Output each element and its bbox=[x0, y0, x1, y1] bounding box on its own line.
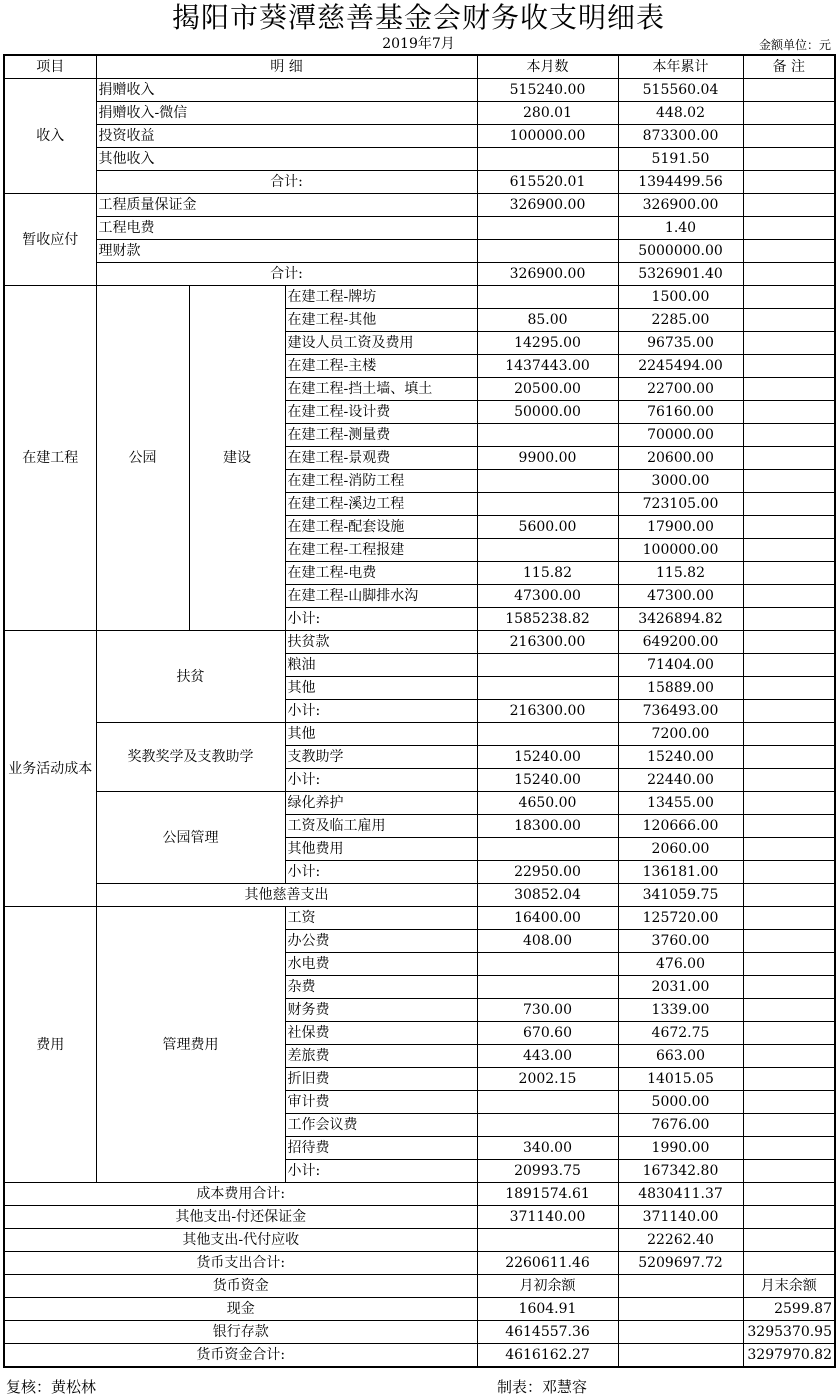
col-header-note: 备 注 bbox=[743, 55, 835, 79]
funds-begin-value: 4616162.27 bbox=[477, 1344, 618, 1368]
note-cell bbox=[743, 102, 835, 125]
note-cell bbox=[743, 815, 835, 838]
col-header-item: 项目 bbox=[4, 55, 96, 79]
month-value: 216300.00 bbox=[477, 700, 618, 723]
note-cell bbox=[743, 861, 835, 884]
month-value bbox=[477, 240, 618, 263]
col-header-detail: 明 细 bbox=[96, 55, 477, 79]
note-cell bbox=[743, 953, 835, 976]
year-value: 14015.05 bbox=[618, 1068, 743, 1091]
month-value: 371140.00 bbox=[477, 1206, 618, 1229]
note-cell bbox=[743, 171, 835, 194]
expense-label: 费用 bbox=[4, 907, 96, 1183]
note-cell bbox=[743, 1022, 835, 1045]
year-value: 22700.00 bbox=[618, 378, 743, 401]
detail-name: 扶贫款 bbox=[285, 631, 477, 654]
note-cell bbox=[743, 746, 835, 769]
construction-sub2: 建设 bbox=[189, 286, 285, 631]
month-value bbox=[477, 539, 618, 562]
funds-begin-header: 月初余额 bbox=[477, 1275, 618, 1298]
table-row bbox=[4, 240, 835, 263]
year-value: 515560.04 bbox=[618, 79, 743, 102]
detail-name: 在建工程-设计费 bbox=[285, 401, 477, 424]
year-value: 3000.00 bbox=[618, 470, 743, 493]
detail-name: 其他费用 bbox=[285, 838, 477, 861]
month-value: 15240.00 bbox=[477, 746, 618, 769]
month-value: 50000.00 bbox=[477, 401, 618, 424]
month-value bbox=[477, 1229, 618, 1252]
month-value: 4650.00 bbox=[477, 792, 618, 815]
month-value: 16400.00 bbox=[477, 907, 618, 930]
month-value: 18300.00 bbox=[477, 815, 618, 838]
note-cell bbox=[743, 493, 835, 516]
business-label: 业务活动成本 bbox=[4, 631, 96, 907]
note-cell bbox=[743, 1068, 835, 1091]
month-value: 408.00 bbox=[477, 930, 618, 953]
month-value bbox=[477, 493, 618, 516]
detail-name: 在建工程-主楼 bbox=[285, 355, 477, 378]
year-value: 5000000.00 bbox=[618, 240, 743, 263]
year-value: 5191.50 bbox=[618, 148, 743, 171]
year-value: 76160.00 bbox=[618, 401, 743, 424]
year-value: 7676.00 bbox=[618, 1114, 743, 1137]
note-cell bbox=[743, 700, 835, 723]
detail-name: 捐赠收入-微信 bbox=[96, 102, 477, 125]
detail-name: 其他 bbox=[285, 677, 477, 700]
year-value: 15889.00 bbox=[618, 677, 743, 700]
note-cell bbox=[743, 539, 835, 562]
year-value: 125720.00 bbox=[618, 907, 743, 930]
summary-label: 其他支出-代付应收 bbox=[4, 1229, 477, 1252]
year-value: 326900.00 bbox=[618, 194, 743, 217]
note-cell bbox=[743, 355, 835, 378]
year-value: 96735.00 bbox=[618, 332, 743, 355]
month-value: 340.00 bbox=[477, 1137, 618, 1160]
year-value: 873300.00 bbox=[618, 125, 743, 148]
note-cell bbox=[743, 263, 835, 286]
detail-name: 粮油 bbox=[285, 654, 477, 677]
detail-name: 工资 bbox=[285, 907, 477, 930]
detail-name: 在建工程-景观费 bbox=[285, 447, 477, 470]
table-row bbox=[4, 1206, 835, 1229]
note-cell bbox=[743, 769, 835, 792]
month-value: 15240.00 bbox=[477, 769, 618, 792]
note-cell bbox=[743, 562, 835, 585]
year-value: 1394499.56 bbox=[618, 171, 743, 194]
construction-sub1: 公园 bbox=[96, 286, 189, 631]
year-value: 3760.00 bbox=[618, 930, 743, 953]
table-row bbox=[4, 55, 835, 79]
month-value: 2260611.46 bbox=[477, 1252, 618, 1275]
construction-label: 在建工程 bbox=[4, 286, 96, 631]
note-cell bbox=[743, 585, 835, 608]
month-value bbox=[477, 424, 618, 447]
month-value bbox=[477, 1091, 618, 1114]
detail-name: 小计: bbox=[285, 861, 477, 884]
note-cell bbox=[743, 309, 835, 332]
detail-name: 在建工程-山脚排水沟 bbox=[285, 585, 477, 608]
detail-name: 工资及临工雇用 bbox=[285, 815, 477, 838]
funds-begin-value: 1604.91 bbox=[477, 1298, 618, 1321]
note-cell bbox=[743, 286, 835, 309]
detail-name: 工程质量保证金 bbox=[96, 194, 477, 217]
year-value: 1500.00 bbox=[618, 286, 743, 309]
table-row bbox=[4, 1298, 835, 1321]
detail-name: 小计: bbox=[285, 700, 477, 723]
detail-name: 绿化养护 bbox=[285, 792, 477, 815]
year-value: 167342.80 bbox=[618, 1160, 743, 1183]
detail-name: 在建工程-消防工程 bbox=[285, 470, 477, 493]
note-cell bbox=[743, 1160, 835, 1183]
year-value: 120666.00 bbox=[618, 815, 743, 838]
funds-end-value: 3297970.82 bbox=[743, 1344, 835, 1368]
table-row bbox=[4, 171, 835, 194]
detail-name: 捐赠收入 bbox=[96, 79, 477, 102]
month-value: 100000.00 bbox=[477, 125, 618, 148]
year-value: 22262.40 bbox=[618, 1229, 743, 1252]
month-value bbox=[477, 838, 618, 861]
summary-label: 其他支出-付还保证金 bbox=[4, 1206, 477, 1229]
note-cell bbox=[743, 1206, 835, 1229]
note-cell bbox=[743, 884, 835, 907]
month-value bbox=[477, 286, 618, 309]
month-value: 20500.00 bbox=[477, 378, 618, 401]
detail-name: 小计: bbox=[285, 608, 477, 631]
month-value: 670.60 bbox=[477, 1022, 618, 1045]
month-value: 5600.00 bbox=[477, 516, 618, 539]
detail-name: 差旅费 bbox=[285, 1045, 477, 1068]
detail-name: 理财款 bbox=[96, 240, 477, 263]
table-row bbox=[4, 1252, 835, 1275]
detail-name: 在建工程-挡土墙、填土 bbox=[285, 378, 477, 401]
note-cell bbox=[743, 470, 835, 493]
detail-name: 在建工程-测量费 bbox=[285, 424, 477, 447]
amount-unit: 金额单位：元 bbox=[758, 38, 831, 52]
funds-blank-cell bbox=[618, 1298, 743, 1321]
detail-name: 审计费 bbox=[285, 1091, 477, 1114]
note-cell bbox=[743, 401, 835, 424]
detail-name: 社保费 bbox=[285, 1022, 477, 1045]
summary-label: 成本费用合计: bbox=[4, 1183, 477, 1206]
month-value: 326900.00 bbox=[477, 263, 618, 286]
table-row bbox=[4, 792, 835, 815]
year-value: 17900.00 bbox=[618, 516, 743, 539]
table-row bbox=[4, 194, 835, 217]
year-value: 47300.00 bbox=[618, 585, 743, 608]
note-cell bbox=[743, 792, 835, 815]
month-value bbox=[477, 1114, 618, 1137]
year-value: 723105.00 bbox=[618, 493, 743, 516]
month-value: 2002.15 bbox=[477, 1068, 618, 1091]
note-cell bbox=[743, 677, 835, 700]
note-cell bbox=[743, 125, 835, 148]
month-value: 47300.00 bbox=[477, 585, 618, 608]
temp-total-label: 合计: bbox=[96, 263, 477, 286]
year-value: 371140.00 bbox=[618, 1206, 743, 1229]
detail-name: 在建工程-牌坊 bbox=[285, 286, 477, 309]
year-value: 663.00 bbox=[618, 1045, 743, 1068]
funds-end-value: 2599.87 bbox=[743, 1298, 835, 1321]
year-value: 5209697.72 bbox=[618, 1252, 743, 1275]
detail-name: 在建工程-工程报建 bbox=[285, 539, 477, 562]
summary-label: 货币支出合计: bbox=[4, 1252, 477, 1275]
note-cell bbox=[743, 1137, 835, 1160]
expense-sub-label: 管理费用 bbox=[96, 907, 285, 1183]
year-value: 4830411.37 bbox=[618, 1183, 743, 1206]
page-title: 揭阳市葵潭慈善基金会财务收支明细表 bbox=[171, 1, 665, 34]
business-other-label: 其他慈善支出 bbox=[96, 884, 477, 907]
month-value bbox=[477, 654, 618, 677]
finance-table bbox=[3, 54, 836, 1368]
year-value: 13455.00 bbox=[618, 792, 743, 815]
funds-blank-cell bbox=[618, 1344, 743, 1368]
table-row bbox=[4, 1183, 835, 1206]
table-row bbox=[4, 723, 835, 746]
table-row bbox=[4, 263, 835, 286]
note-cell bbox=[743, 723, 835, 746]
note-cell bbox=[743, 378, 835, 401]
year-value: 4672.75 bbox=[618, 1022, 743, 1045]
note-cell bbox=[743, 976, 835, 999]
table-row bbox=[4, 884, 835, 907]
detail-name: 水电费 bbox=[285, 953, 477, 976]
table-row bbox=[4, 1275, 835, 1298]
table-row bbox=[4, 79, 835, 102]
detail-name: 折旧费 bbox=[285, 1068, 477, 1091]
note-cell bbox=[743, 930, 835, 953]
detail-name: 在建工程-溪边工程 bbox=[285, 493, 477, 516]
funds-label: 货币资金合计: bbox=[4, 1344, 477, 1368]
note-cell bbox=[743, 79, 835, 102]
year-value: 2060.00 bbox=[618, 838, 743, 861]
year-value: 136181.00 bbox=[618, 861, 743, 884]
detail-name: 办公费 bbox=[285, 930, 477, 953]
month-value: 22950.00 bbox=[477, 861, 618, 884]
year-value: 7200.00 bbox=[618, 723, 743, 746]
note-cell bbox=[743, 447, 835, 470]
funds-begin-value: 4614557.36 bbox=[477, 1321, 618, 1344]
year-value: 341059.75 bbox=[618, 884, 743, 907]
year-value: 3426894.82 bbox=[618, 608, 743, 631]
note-cell bbox=[743, 217, 835, 240]
year-value: 100000.00 bbox=[618, 539, 743, 562]
year-value: 71404.00 bbox=[618, 654, 743, 677]
year-value: 15240.00 bbox=[618, 746, 743, 769]
month-value bbox=[477, 148, 618, 171]
detail-name: 在建工程-配套设施 bbox=[285, 516, 477, 539]
note-cell bbox=[743, 332, 835, 355]
temp-label: 暂收应付 bbox=[4, 194, 96, 286]
note-cell bbox=[743, 1252, 835, 1275]
year-value: 1.40 bbox=[618, 217, 743, 240]
table-row bbox=[4, 1344, 835, 1368]
year-value: 1339.00 bbox=[618, 999, 743, 1022]
month-value: 30852.04 bbox=[477, 884, 618, 907]
detail-name: 工作会议费 bbox=[285, 1114, 477, 1137]
note-cell bbox=[743, 516, 835, 539]
month-value: 443.00 bbox=[477, 1045, 618, 1068]
year-value: 2285.00 bbox=[618, 309, 743, 332]
note-cell bbox=[743, 654, 835, 677]
funds-end-header: 月末余额 bbox=[743, 1275, 835, 1298]
month-value: 1585238.82 bbox=[477, 608, 618, 631]
year-value: 476.00 bbox=[618, 953, 743, 976]
note-cell bbox=[743, 1183, 835, 1206]
month-value: 326900.00 bbox=[477, 194, 618, 217]
preparer-signature: 制表：邓慧容 bbox=[497, 1378, 588, 1396]
note-cell bbox=[743, 424, 835, 447]
table-row bbox=[4, 1321, 835, 1344]
detail-name: 工程电费 bbox=[96, 217, 477, 240]
note-cell bbox=[743, 608, 835, 631]
detail-name: 支教助学 bbox=[285, 746, 477, 769]
table-row bbox=[4, 286, 835, 309]
business-poverty-label: 扶贫 bbox=[96, 631, 285, 723]
month-value: 216300.00 bbox=[477, 631, 618, 654]
funds-header-label: 货币资金 bbox=[4, 1275, 477, 1298]
month-value bbox=[477, 976, 618, 999]
year-value: 736493.00 bbox=[618, 700, 743, 723]
month-value bbox=[477, 217, 618, 240]
detail-name: 招待费 bbox=[285, 1137, 477, 1160]
note-cell bbox=[743, 631, 835, 654]
detail-name: 建设人员工资及费用 bbox=[285, 332, 477, 355]
reviewer-signature: 复核：黄松林 bbox=[6, 1378, 97, 1396]
table-row bbox=[4, 148, 835, 171]
business-education-label: 奖教奖学及支教助学 bbox=[96, 723, 285, 792]
funds-end-value: 3295370.95 bbox=[743, 1321, 835, 1344]
business-park-label: 公园管理 bbox=[96, 792, 285, 884]
month-value: 1891574.61 bbox=[477, 1183, 618, 1206]
detail-name: 杂费 bbox=[285, 976, 477, 999]
month-value: 615520.01 bbox=[477, 171, 618, 194]
year-value: 1990.00 bbox=[618, 1137, 743, 1160]
funds-label: 银行存款 bbox=[4, 1321, 477, 1344]
month-value: 9900.00 bbox=[477, 447, 618, 470]
note-cell bbox=[743, 838, 835, 861]
month-value bbox=[477, 723, 618, 746]
note-cell bbox=[743, 240, 835, 263]
col-header-month: 本月数 bbox=[477, 55, 618, 79]
month-value: 280.01 bbox=[477, 102, 618, 125]
year-value: 5000.00 bbox=[618, 1091, 743, 1114]
detail-name: 在建工程-电费 bbox=[285, 562, 477, 585]
year-value: 20600.00 bbox=[618, 447, 743, 470]
year-value: 115.82 bbox=[618, 562, 743, 585]
detail-name: 其他收入 bbox=[96, 148, 477, 171]
month-value bbox=[477, 953, 618, 976]
table-row bbox=[4, 125, 835, 148]
detail-name: 财务费 bbox=[285, 999, 477, 1022]
month-value: 115.82 bbox=[477, 562, 618, 585]
month-value: 20993.75 bbox=[477, 1160, 618, 1183]
funds-label: 现金 bbox=[4, 1298, 477, 1321]
month-value: 85.00 bbox=[477, 309, 618, 332]
col-header-year: 本年累计 bbox=[618, 55, 743, 79]
income-label: 收入 bbox=[4, 79, 96, 194]
month-value bbox=[477, 677, 618, 700]
report-period: 2019年7月 bbox=[382, 36, 455, 52]
note-cell bbox=[743, 194, 835, 217]
table-row bbox=[4, 907, 835, 930]
income-total-label: 合计: bbox=[96, 171, 477, 194]
funds-blank-cell bbox=[618, 1321, 743, 1344]
note-cell bbox=[743, 907, 835, 930]
table-row bbox=[4, 631, 835, 654]
year-value: 649200.00 bbox=[618, 631, 743, 654]
detail-name: 投资收益 bbox=[96, 125, 477, 148]
table-row bbox=[4, 102, 835, 125]
year-value: 448.02 bbox=[618, 102, 743, 125]
note-cell bbox=[743, 1091, 835, 1114]
note-cell bbox=[743, 1045, 835, 1068]
year-value: 2245494.00 bbox=[618, 355, 743, 378]
month-value bbox=[477, 470, 618, 493]
month-value: 1437443.00 bbox=[477, 355, 618, 378]
detail-name: 在建工程-其他 bbox=[285, 309, 477, 332]
year-value: 70000.00 bbox=[618, 424, 743, 447]
year-value: 5326901.40 bbox=[618, 263, 743, 286]
detail-name: 小计: bbox=[285, 769, 477, 792]
year-value: 2031.00 bbox=[618, 976, 743, 999]
year-value: 22440.00 bbox=[618, 769, 743, 792]
detail-name: 其他 bbox=[285, 723, 477, 746]
note-cell bbox=[743, 1114, 835, 1137]
note-cell bbox=[743, 148, 835, 171]
table-row bbox=[4, 1229, 835, 1252]
month-value: 730.00 bbox=[477, 999, 618, 1022]
month-value: 515240.00 bbox=[477, 79, 618, 102]
funds-blank-cell bbox=[618, 1275, 743, 1298]
table-row bbox=[4, 217, 835, 240]
note-cell bbox=[743, 1229, 835, 1252]
detail-name: 小计: bbox=[285, 1160, 477, 1183]
note-cell bbox=[743, 999, 835, 1022]
month-value: 14295.00 bbox=[477, 332, 618, 355]
